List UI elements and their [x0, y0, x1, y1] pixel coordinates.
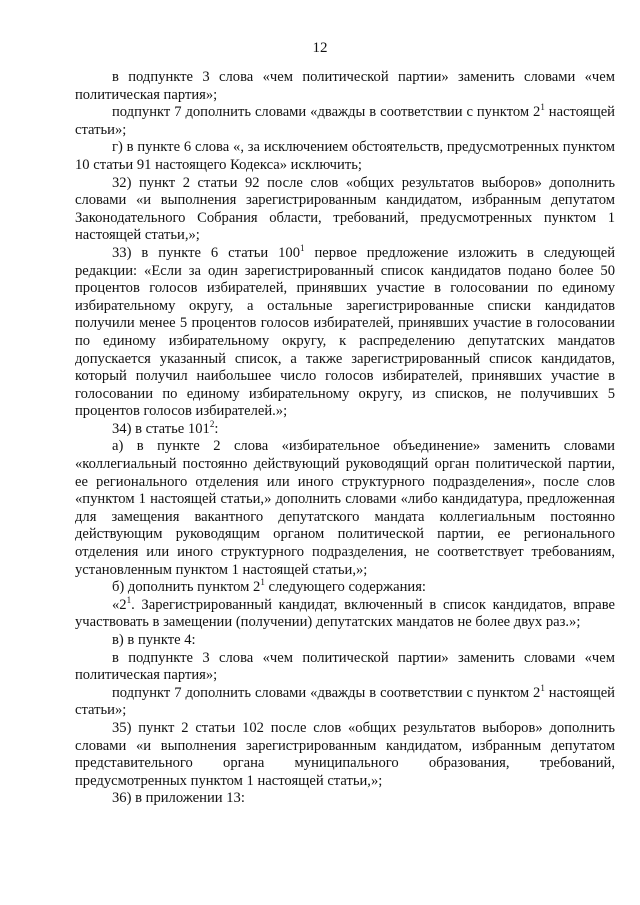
paragraph-text: а) в пункте 2 слова «избирательное объединение» заменить словами «коллегиальный постоянно действующий руководящий орган политической партии, ее регионального отделения или иного структурного подразделения», после слов «пунктом 1 настоящей статьи,» дополнить словами «либо кандидатура, предложенная для замещения вакантного депутатского мандата коллегиальным постоянно действующим руководящим органом политической партии, ее регионального отделения или иного структурного подразделения, не соответствует требованиям, установленным пунктом 1 настоящей статьи,»; [75, 438, 615, 578]
paragraph-text: «2 [112, 596, 127, 613]
paragraph-text-tail: следующего содержания: [264, 579, 426, 596]
paragraph-10 [75, 632, 615, 650]
paragraph-1 [75, 69, 615, 104]
superscript: 1 [540, 102, 545, 113]
paragraph-text: 33) в пункте 6 статьи 100 [112, 244, 301, 261]
paragraph-text-tail: настоящей статьи»; [75, 684, 615, 719]
paragraph-text: б) дополнить пунктом 2 [112, 579, 261, 596]
paragraph-text: подпункт 7 дополнить словами «дважды в соответствии с пунктом 2 [112, 684, 541, 701]
paragraph-text-tail: : [214, 420, 219, 437]
paragraph-text: подпункт 7 дополнить словами «дважды в соответствии с пунктом 2 [112, 104, 541, 121]
superscript: 1 [126, 594, 132, 605]
page-number: 12 [312, 40, 328, 56]
paragraph-text: 32) пункт 2 статьи 92 после слов «общих результатов выборов» дополнить словами «и выполнения зарегистрированным кандидатом, избранным депутатом Законодательного Собрания области, требований, предусмотренных пунктом 1 настоящей статьи,»; [75, 174, 615, 244]
paragraph-8 [75, 579, 615, 597]
paragraph-text: 35) пункт 2 статьи 102 после слов «общих результатов выборов» дополнить словами «и выполнения зарегистрированным кандидатом, избранным депутатом представительного органа муниципального образования, требований, предусмотренных пунктом 1 настоящей статьи,»; [75, 719, 615, 789]
paragraph-7 [75, 438, 615, 579]
superscript: 1 [300, 243, 305, 254]
paragraph-14 [75, 790, 615, 808]
paragraph-4 [75, 175, 615, 245]
paragraph-text: в подпункте 3 слова «чем политической партии» заменить словами «чем политическая партия»; [75, 69, 615, 103]
superscript: 1 [540, 682, 545, 693]
paragraph-11 [75, 650, 615, 685]
superscript: 1 [260, 577, 265, 588]
paragraph-text-tail: настоящей статьи»; [75, 104, 615, 138]
paragraph-text: в) в пункте 4: [112, 632, 196, 648]
paragraph-text: г) в пункте 6 слова «, за исключением обстоятельств, предусмотренных пунктом 10 статьи 91 настоящего Кодекса» исключить; [75, 139, 615, 173]
paragraph-5 [75, 245, 615, 421]
superscript: 2 [209, 419, 215, 430]
paragraph-6 [75, 421, 615, 439]
paragraph-text-tail: первое предложение изложить в следующей редакции: «Если за один зарегистрированный список кандидатов подано более 50 процентов голосов избирателей, принявших участие в голосовании по единому избирательному округу, а остальные зарегистрированные списки кандидатов получили менее 5 процентов голосов избирателей, принявших участие в голосовании по единому избирательному округу, к распределению депутатских мандатов допускается указанный список, а также зарегистрированный список кандидатов, который получил наибольшее число голосов избирателей, принявших участие в голосовании по единому избирательному округу, из списков, не получивших 5 процентов голосов избирателей.»; [75, 244, 616, 420]
document-body [75, 69, 615, 808]
paragraph-2 [75, 104, 615, 139]
paragraph-text-tail: . Зарегистрированный кандидат, включенный в список кандидатов, вправе участвовать в замещении (получении) депутатских мандатов не более двух раз.»; [75, 596, 615, 631]
paragraph-text: в подпункте 3 слова «чем политической партии» заменить словами «чем политическая партия»; [75, 649, 615, 684]
paragraph-text: 36) в приложении 13: [112, 790, 245, 807]
paragraph-12 [75, 682, 615, 720]
paragraph-text: 34) в статье 101 [112, 420, 210, 437]
paragraph-3 [75, 139, 615, 174]
paragraph-13 [75, 720, 615, 790]
paragraph-9 [75, 594, 615, 632]
